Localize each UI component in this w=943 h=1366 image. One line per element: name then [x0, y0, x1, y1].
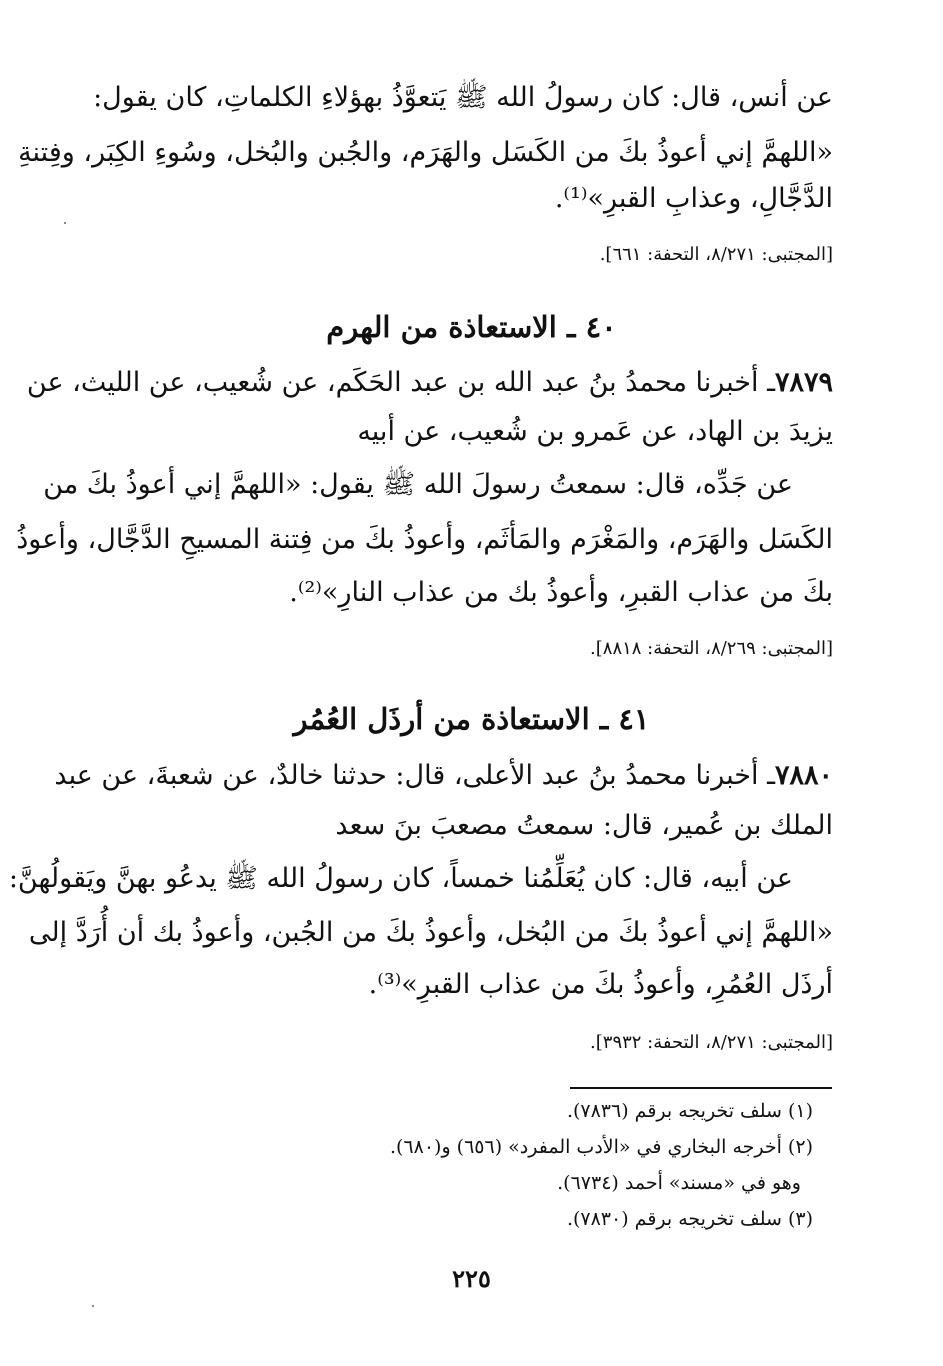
top-hadith-reference: [المجتبى: ٨/٢٧١، التحفة: ٦٦١]. [599, 244, 833, 265]
hadith-7879-isnad-line-2: يزيدَ بن الهاد، عن عَمرو بن شُعيب، عن أبيه [357, 416, 833, 447]
scan-speck [64, 222, 66, 224]
footnote-1: (١) سلف تخريجه برقم (٧٨٣٦). [566, 1100, 813, 1122]
footnote-2: (٢) أخرجه البخاري في «الأدب المفرد» (٦٥٦) و(٦٨٠). [389, 1136, 813, 1158]
hadith-7879-reference: [المجتبى: ٨/٢٦٩، التحفة: ٨٨١٨]. [590, 638, 833, 659]
hadith-7880-isnad-line-1 [54, 759, 833, 793]
hadith-number-7879: ٧٨٧٩ [774, 367, 833, 398]
hadith-7879-matn-line-3: بكَ من عذاب القبرِ، وأعوذُ بك من عذاب النارِ»⁽²⁾. [289, 577, 833, 608]
hadith-7879-matn-line-2: الكَسَل والهَرَم، والمَغْرَم والمَأثَم، وأعوذُ بكَ من فِتنة المسيحِ الدَّجَّال، وأعوذُ [16, 524, 833, 555]
hadith-7879-isnad-text: ـ أخبرنا محمدُ بنُ عبد الله بن عبد الحَكَم، عن شُعيب، عن الليث، عن [26, 367, 775, 398]
top-hadith-line-3: الدَّجَّالِ، وعذابِ القبرِ»⁽¹⁾. [554, 183, 833, 214]
top-hadith-line-2: «اللهمَّ إني أعوذُ بكَ من الكَسَل والهَرَم، والجُبن والبُخل، وسُوءِ الكِبَر، وفِتنةِ [18, 137, 833, 168]
hadith-7880-matn-line-2: «اللهمَّ إني أعوذُ بكَ من البُخل، وأعوذُ بكَ من الجُبن، وأعوذُ بك أن أُرَدَّ إلى [28, 917, 833, 948]
hadith-7880-isnad-line-2: الملك بن عُمير، قال: سمعتُ مصعبَ بنَ سعد [335, 810, 833, 841]
footnote-separator [570, 1087, 832, 1089]
hadith-7880-reference: [المجتبى: ٨/٢٧١، التحفة: ٣٩٣٢]. [590, 1032, 833, 1053]
hadith-7880-matn-line-1: عن أبيه، قال: كان يُعَلِّمُنا خمساً، كان رسولُ الله ﷺ يدعُو بهنَّ ويَقولُهنَّ: [8, 863, 793, 894]
chapter-heading-41: ٤١ ـ الاستعاذة من أرذَل العُمُر [293, 702, 650, 736]
chapter-heading-40: ٤٠ ـ الاستعاذة من الهرم [326, 310, 617, 344]
footnote-2-continuation: وهو في «مسند» أحمد (٦٧٣٤). [557, 1172, 801, 1194]
top-hadith-line-1: عن أنس، قال: كان رسولُ الله ﷺ يَتعوَّذُ بهؤلاءِ الكلماتِ، كان يقول: [93, 82, 833, 113]
footnote-3: (٣) سلف تخريجه برقم (٧٨٣٠). [566, 1208, 813, 1230]
page-number: ٢٢٥ [452, 1264, 491, 1293]
hadith-7879-matn-line-1: عن جَدِّه، قال: سمعتُ رسولَ الله ﷺ يقول: «اللهمَّ إني أعوذُ بكَ من [43, 469, 793, 500]
hadith-number-7880: ٧٨٨٠ [774, 760, 833, 791]
hadith-7880-matn-line-3: أرذَل العُمُرِ، وأعوذُ بكَ من عذاب القبرِ»⁽³⁾. [368, 969, 833, 1000]
hadith-7879-isnad-line-1 [26, 366, 833, 400]
scan-speck [92, 1305, 94, 1307]
hadith-7880-isnad-text: ـ أخبرنا محمدُ بنُ عبد الأعلى، قال: حدثنا خالدٌ، عن شعبةَ، عن عبد [54, 760, 775, 791]
